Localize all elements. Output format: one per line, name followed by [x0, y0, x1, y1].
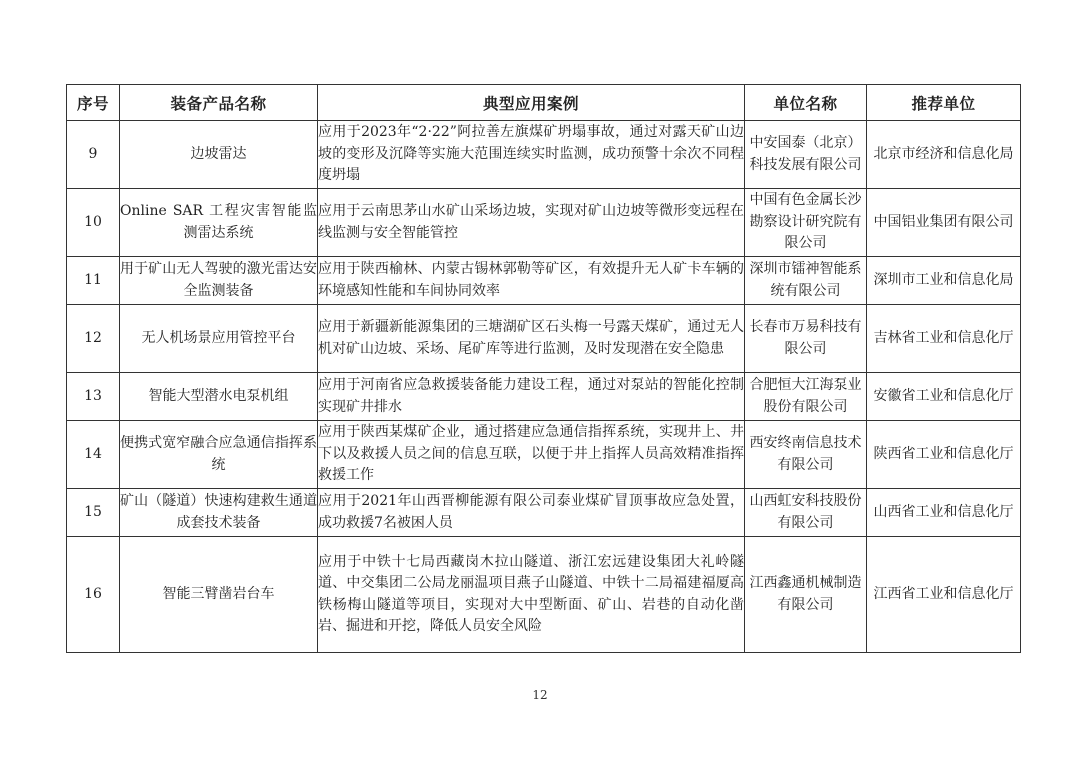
row-application-case: 应用于中铁十七局西藏岗木拉山隧道、浙江宏远建设集团大礼岭隧道、中交集团二公局龙丽温项目燕子山隧道、中铁十二局福建福厦高铁杨梅山隧道等项目，实现对大中型断面、矿山、岩巷的自动化凿岩、掘进和开挖，降低人员安全风险 — [318, 537, 745, 653]
header-unit-name: 单位名称 — [745, 85, 867, 121]
table-row — [67, 489, 1021, 537]
table-header-row — [67, 85, 1021, 121]
row-recommender: 陕西省工业和信息化厅 — [867, 421, 1021, 489]
row-seq: 14 — [67, 421, 120, 489]
row-product-name-cell — [120, 121, 318, 189]
row-product-name: 便携式宽窄融合应急通信指挥系统 — [120, 435, 317, 473]
table-row — [67, 257, 1021, 305]
table-row — [67, 305, 1021, 373]
row-seq: 9 — [67, 121, 120, 189]
row-application-case: 应用于2021年山西晋柳能源有限公司泰业煤矿冒顶事故应急处置，成功救援7名被困人员 — [318, 489, 745, 537]
row-recommender: 江西省工业和信息化厅 — [867, 537, 1021, 653]
row-product-name: 边坡雷达 — [190, 145, 247, 162]
row-unit-name: 西安终南信息技术有限公司 — [745, 421, 867, 489]
row-product-name-cell — [120, 489, 318, 537]
header-seq: 序号 — [67, 85, 120, 121]
table-row — [67, 421, 1021, 489]
row-recommender: 吉林省工业和信息化厅 — [867, 305, 1021, 373]
equipment-table — [66, 84, 1021, 653]
table-row — [67, 189, 1021, 257]
row-seq: 15 — [67, 489, 120, 537]
row-product-name-cell — [120, 305, 318, 373]
row-product-name-cell — [120, 373, 318, 421]
row-seq: 16 — [67, 537, 120, 653]
row-product-name-cell — [120, 421, 318, 489]
row-application-case: 应用于陕西榆林、内蒙古锡林郭勒等矿区，有效提升无人矿卡车辆的环境感知性能和车间协同效率 — [318, 257, 745, 305]
row-product-name: 矿山（隧道）快速构建救生通道成套技术装备 — [120, 493, 317, 531]
row-application-case: 应用于云南思茅山水矿山采场边坡，实现对矿山边坡等微形变远程在线监测与安全智能管控 — [318, 189, 745, 257]
header-recommender: 推荐单位 — [867, 85, 1021, 121]
row-product-name: 用于矿山无人驾驶的激光雷达安全监测装备 — [120, 261, 317, 299]
row-application-case: 应用于陕西某煤矿企业，通过搭建应急通信指挥系统，实现井上、井下以及救援人员之间的信息互联，以便于井上指挥人员高效精准指挥救援工作 — [318, 421, 745, 489]
row-seq: 11 — [67, 257, 120, 305]
row-unit-name: 中国有色金属长沙勘察设计研究院有限公司 — [745, 189, 867, 257]
row-product-name: 智能三臂凿岩台车 — [162, 585, 275, 602]
row-recommender: 深圳市工业和信息化局 — [867, 257, 1021, 305]
row-seq: 10 — [67, 189, 120, 257]
header-product-name: 装备产品名称 — [120, 85, 318, 121]
row-product-name-cell — [120, 257, 318, 305]
row-product-name-cell — [120, 537, 318, 653]
row-product-name-cell — [120, 189, 318, 257]
row-seq: 12 — [67, 305, 120, 373]
row-recommender: 中国铝业集团有限公司 — [867, 189, 1021, 257]
row-unit-name: 合肥恒大江海泵业股份有限公司 — [745, 373, 867, 421]
row-recommender: 北京市经济和信息化局 — [867, 121, 1021, 189]
row-unit-name: 江西鑫通机械制造有限公司 — [745, 537, 867, 653]
row-unit-name: 山西虹安科技股份有限公司 — [745, 489, 867, 537]
row-product-name: 智能大型潜水电泵机组 — [148, 387, 289, 404]
page-number: 12 — [532, 688, 548, 702]
table-row — [67, 121, 1021, 189]
row-recommender: 安徽省工业和信息化厅 — [867, 373, 1021, 421]
header-application-case: 典型应用案例 — [318, 85, 745, 121]
table-row — [67, 537, 1021, 653]
row-unit-name: 深圳市镭神智能系统有限公司 — [745, 257, 867, 305]
row-recommender: 山西省工业和信息化厅 — [867, 489, 1021, 537]
row-seq: 13 — [67, 373, 120, 421]
row-application-case: 应用于新疆新能源集团的三塘湖矿区石头梅一号露天煤矿，通过无人机对矿山边坡、采场、尾矿库等进行监测，及时发现潜在安全隐患 — [318, 305, 745, 373]
row-application-case: 应用于2023年“2·22”阿拉善左旗煤矿坍塌事故，通过对露天矿山边坡的变形及沉降等实施大范围连续实时监测，成功预警十余次不同程度坍塌 — [318, 121, 745, 189]
row-unit-name: 中安国泰（北京）科技发展有限公司 — [745, 121, 867, 189]
row-unit-name: 长春市万易科技有限公司 — [745, 305, 867, 373]
row-product-name: 无人机场景应用管控平台 — [141, 329, 296, 346]
row-application-case: 应用于河南省应急救援装备能力建设工程，通过对泵站的智能化控制实现矿井排水 — [318, 373, 745, 421]
table-row — [67, 373, 1021, 421]
row-product-name: Online SAR 工程灾害智能监测雷达系统 — [120, 203, 317, 241]
